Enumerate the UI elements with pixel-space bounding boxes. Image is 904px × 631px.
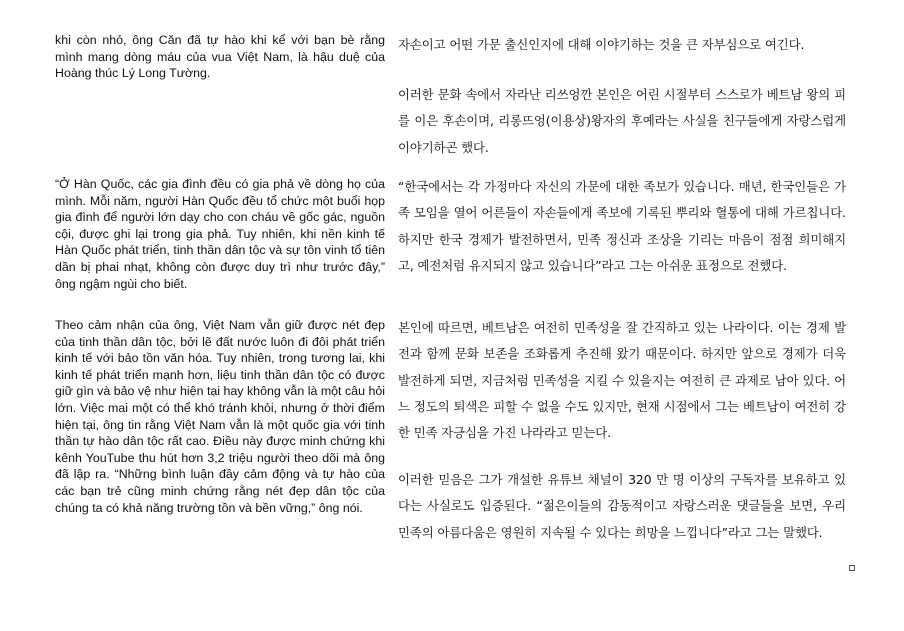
korean-paragraph-3: “한국에서는 각 가정마다 자신의 가문에 대한 족보가 있습니다. 매년, 한국인들은 가족 모임을 열어 어른들이 자손들에게 족보에 기록된 뿌리와 혈통에 대해 가르칩니다. 하지만 한국 경제가 발전하면서, 민족 정신과 조상을 기리는 마음이 점점 희미해지고, 예전처럼 유지되지 않고 있습니다”라고 그는 아쉬운 표정으로 전했다. — [398, 179, 846, 273]
vietnamese-paragraph-3: Theo cảm nhận của ông, Việt Nam vẫn giữ được nét đẹp của tinh thần dân tộc, bởi lẽ đất nước luôn đi đôi phát triển kinh tế với bảo tồn văn hóa. Tuy nhiên, trong tương lai, khi kinh tế phát triển mạnh hơn, liệu tinh thần dân tộc có được giữ gìn và bảo vệ như hiện tại hay không vẫn là một câu hỏi lớn. Việc mai một có thể khó tránh khỏi, nhưng ở thời điểm hiện tại, ông tin rằng Việt Nam vẫn là một quốc gia với tinh thần tự hào dân tộc rất cao. Điều này được minh chứng khi kênh YouTube thu hút hơn 3,2 triệu người theo dõi mà ông đã lập ra. “Những bình luận đầy cảm động và tự hào của các bạn trẻ cũng minh chứng rằng nét đẹp dân tộc của chúng ta có khả năng trường tồn và bền vững,” ông nói. — [55, 318, 385, 515]
korean-paragraph-1: 자손이고 어떤 가문 출신인지에 대해 이야기하는 것을 큰 자부심으로 여긴다. — [398, 37, 805, 52]
korean-paragraph-2: 이러한 문화 속에서 자라난 리쓰엉깐 본인은 어린 시절부터 스스로가 베트남 왕의 피를 이은 후손이며, 리롱뜨엉(이용상)왕자의 후예라는 사실을 친구들에게 자랑스럽게 이야기하곤 했다. — [398, 87, 846, 155]
end-of-cell-marker — [849, 565, 855, 571]
vietnamese-paragraph-2: “Ở Hàn Quốc, các gia đình đều có gia phả về dòng họ của mình. Mỗi năm, người Hàn Quốc đều tổ chức một buổi họp gia đình để người lớn dạy cho con cháu về gốc gác, nguồn cội, được ghi lại trong gia phả. Tuy nhiên, khi nền kinh tế Hàn Quốc phát triển, tinh thần dân tộc và sự tôn vinh tổ tiên dần bị phai nhạt, không còn được duy trì như trước đây,” ông ngậm ngùi cho biết. — [55, 177, 385, 291]
korean-paragraph-5: 이러한 믿음은 그가 개설한 유튜브 채널이 320 만 명 이상의 구독자를 보유하고 있다는 사실로도 입증된다. “젊은이들의 감동적이고 자랑스러운 댓글들을 보면, 우리 민족의 아름다움은 영원히 지속될 수 있다는 희망을 느낍니다”라고 그는 말했다. — [398, 472, 846, 540]
vietnamese-paragraph-1: khi còn nhỏ, ông Căn đã tự hào khi kể với bạn bè rằng mình mang dòng máu của vua Việt Nam, là hậu duệ của Hoàng thúc Lý Long Tường. — [55, 33, 385, 81]
korean-paragraph-4: 본인에 따르면, 베트남은 여전히 민족성을 잘 간직하고 있는 나라이다. 이는 경제 발전과 함께 문화 보존을 조화롭게 추진해 왔기 때문이다. 하지만 앞으로 경제가 더욱 발전하게 되면, 지금처럼 민족성을 지킬 수 있을지는 여전히 큰 과제로 남아 있다. 어느 정도의 퇴색은 피할 수 없을 수도 있지만, 현재 시점에서 그는 베트남이 여전히 강한 민족 자긍심을 가진 나라라고 믿는다. — [398, 320, 846, 441]
